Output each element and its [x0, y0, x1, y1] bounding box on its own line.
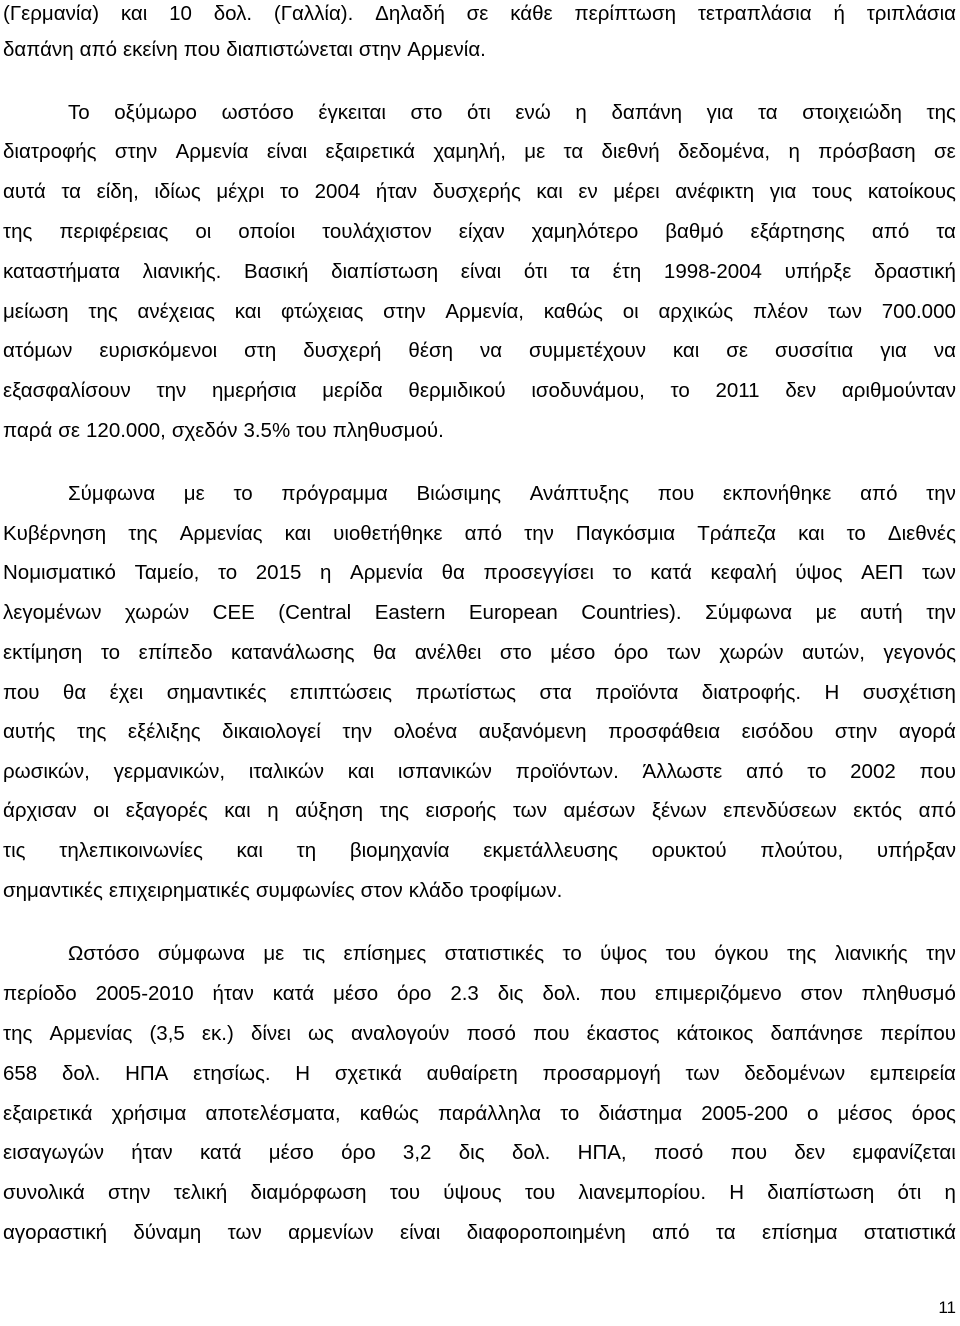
paragraph-2-line-6: μείωση της ανέχειας και φτώχειας στην Αρμενία, καθώς οι αρχικώς πλέον των 700.000 — [3, 300, 956, 323]
paragraph-1-line-1: (Γερμανία) και 10 δολ. (Γαλλία). Δηλαδή σε κάθε περίπτωση τετραπλάσια ή τριπλάσια — [3, 2, 956, 25]
page-number: 11 — [938, 1298, 956, 1317]
paragraph-2-line-7: ατόμων ευρισκόμενοι στη δυσχερή θέση να συμμετέχουν και σε συσσίτια για να — [3, 339, 956, 362]
paragraph-3-line-5: εκτίμηση το επίπεδο κατανάλωσης θα ανέλθει στο μέσο όρο των χωρών αυτών, γεγονός — [3, 641, 956, 664]
paragraph-4-line-7: συνολικά στην τελική διαμόρφωση του ύψους του λιανεμπορίου. Η διαπίστωση ότι η — [3, 1181, 956, 1204]
paragraph-2-line-5: καταστήματα λιανικής. Βασική διαπίστωση είναι ότι τα έτη 1998-2004 υπήρξε δραστική — [3, 260, 956, 283]
paragraph-4-line-1: Ωστόσο σύμφωνα με τις επίσημες στατιστικές το ύψος του όγκου της λιανικής την — [68, 942, 956, 965]
paragraph-3-line-2: Κυβέρνηση της Αρμενίας και υιοθετήθηκε από την Παγκόσμια Τράπεζα και το Διεθνές — [3, 522, 956, 545]
paragraph-2-line-3: αυτά τα είδη, ιδίως μέχρι το 2004 ήταν δυσχερής και εν μέρει ανέφικτη για τους κατοίκους — [3, 180, 956, 203]
paragraph-3-line-8: ρωσικών, γερμανικών, ιταλικών και ισπανικών προϊόντων. Άλλωστε από το 2002 που — [3, 760, 956, 783]
paragraph-3-line-9: άρχισαν οι εξαγορές και η αύξηση της εισροής των αμέσων ξένων επενδύσεων εκτός από — [3, 799, 956, 822]
paragraph-4-line-8: αγοραστική δύναμη των αρμενίων είναι διαφοροποιημένη από τα επίσημα στατιστικά — [3, 1221, 956, 1244]
paragraph-2-line-8: εξασφαλίσουν την ημερήσια μερίδα θερμιδικού ισοδυνάμου, το 2011 δεν αριθμούνταν — [3, 379, 956, 402]
paragraph-1-line-2: δαπάνη από εκείνη που διαπιστώνεται στην Αρμενία. — [3, 38, 486, 61]
paragraph-3-line-6: που θα έχει σημαντικές επιπτώσεις πρωτίστως στα προϊόντα διατροφής. Η συσχέτιση — [3, 681, 956, 704]
paragraph-3-line-11: σημαντικές επιχειρηματικές συμφωνίες στον κλάδο τροφίμων. — [3, 879, 563, 902]
paragraph-4-line-2: περίοδο 2005-2010 ήταν κατά μέσο όρο 2.3 δις δολ. που επιμεριζόμενο στον πληθυσμό — [3, 982, 956, 1005]
paragraph-2-line-9: παρά σε 120.000, σχεδόν 3.5% του πληθυσμού. — [3, 419, 444, 442]
paragraph-4-line-6: εισαγωγών ήταν κατά μέσο όρο 3,2 δις δολ. ΗΠΑ, ποσό που δεν εμφανίζεται — [3, 1141, 956, 1164]
paragraph-3-line-1: Σύμφωνα με το πρόγραμμα Βιώσιμης Ανάπτυξης που εκπονήθηκε από την — [68, 482, 956, 505]
paragraph-4-line-3: της Αρμενίας (3,5 εκ.) δίνει ως αναλογούν ποσό που έκαστος κάτοικος δαπάνησε περίπου — [3, 1022, 956, 1045]
paragraph-2-line-1: Το οξύμωρο ωστόσο έγκειται στο ότι ενώ η δαπάνη για τα στοιχειώδη της — [68, 101, 956, 124]
paragraph-2-line-2: διατροφής στην Αρμενία είναι εξαιρετικά χαμηλή, με τα διεθνή δεδομένα, η πρόσβαση σε — [3, 140, 956, 163]
paragraph-4-line-5: εξαιρετικά χρήσιμα αποτελέσματα, καθώς παράλληλα το διάστημα 2005-200 ο μέσος όρος — [3, 1102, 956, 1125]
paragraph-3-line-3: Νομισματικό Ταμείο, το 2015 η Αρμενία θα προσεγγίσει το κατά κεφαλή ύψος ΑΕΠ των — [3, 561, 956, 584]
paragraph-3-line-4: λεγομένων χωρών CEE (Central Eastern European Countries). Σύμφωνα με αυτή την — [3, 601, 956, 624]
paragraph-4-line-4: 658 δολ. ΗΠΑ ετησίως. Η σχετικά αυθαίρετη προσαρμογή των δεδομένων εμπειρεία — [3, 1062, 956, 1085]
paragraph-3-line-10: τις τηλεπικοινωνίες και τη βιομηχανία εκμετάλλευσης ορυκτού πλούτου, υπήρξαν — [3, 839, 956, 862]
paragraph-2-line-4: της περιφέρειας οι οποίοι τουλάχιστον είχαν χαμηλότερο βαθμό εξάρτησης από τα — [3, 220, 956, 243]
paragraph-3-line-7: αυτής της εξέλιξης δικαιολογεί την ολοένα αυξανόμενη προσφάθεια εισόδου στην αγορά — [3, 720, 956, 743]
